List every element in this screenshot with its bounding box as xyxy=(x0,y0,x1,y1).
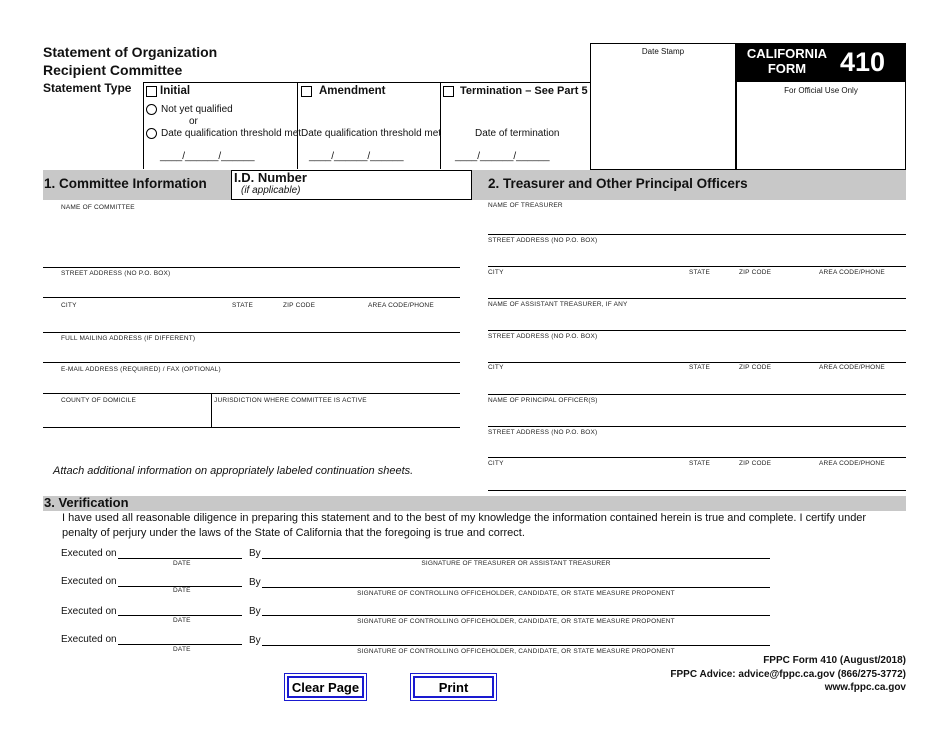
executed-on-label-2: Executed on xyxy=(61,576,117,587)
treasurer-state-label: STATE xyxy=(689,269,710,276)
form-subtitle: Recipient Committee xyxy=(43,62,183,78)
fppc-website[interactable]: www.fppc.ca.gov xyxy=(824,682,906,693)
amendment-label: Amendment xyxy=(319,85,386,97)
principal-officer-field[interactable] xyxy=(488,426,906,427)
executed-on-label-4: Executed on xyxy=(61,634,117,645)
mailing-address-label: FULL MAILING ADDRESS (IF DIFFERENT) xyxy=(61,335,196,342)
assistant-treasurer-label: NAME OF ASSISTANT TREASURER, IF ANY xyxy=(488,301,628,308)
executed-date-field-3[interactable] xyxy=(118,615,242,616)
by-label-1: By xyxy=(249,548,261,559)
committee-street-field[interactable] xyxy=(43,297,460,298)
committee-zip-label: ZIP CODE xyxy=(283,302,316,309)
signature-field-4[interactable] xyxy=(262,645,770,646)
initial-date-field[interactable]: ____/______/______ xyxy=(160,151,255,162)
treasurer-city-field[interactable] xyxy=(488,298,906,299)
fppc-advice: FPPC Advice: advice@fppc.ca.gov (866/275-3772) xyxy=(670,669,906,680)
assistant-zip-label: ZIP CODE xyxy=(739,364,772,371)
date-label-1: DATE xyxy=(173,560,191,567)
termination-date-field[interactable]: ____/______/______ xyxy=(455,151,550,162)
email-field[interactable] xyxy=(43,393,460,394)
treasurer-street-field[interactable] xyxy=(488,266,906,267)
print-button[interactable]: Print xyxy=(413,676,494,698)
signature-caption-4: SIGNATURE OF CONTROLLING OFFICEHOLDER, CANDIDATE, OR STATE MEASURE PROPONENT xyxy=(357,648,675,655)
threshold-met-radio[interactable] xyxy=(146,128,157,139)
signature-caption-1: SIGNATURE OF TREASURER OR ASSISTANT TREASURER xyxy=(421,560,611,567)
committee-state-label: STATE xyxy=(232,302,253,309)
principal-street-label: STREET ADDRESS (NO P.O. BOX) xyxy=(488,429,598,436)
principal-state-label: STATE xyxy=(689,460,710,467)
official-use-label: For Official Use Only xyxy=(784,86,858,95)
committee-phone-label: AREA CODE/PHONE xyxy=(368,302,434,309)
section3-title: 3. Verification xyxy=(44,495,129,510)
verification-text: I have used all reasonable diligence in preparing this statement and to the best of my knowledge the information contained herein is true and complete. I certify under penalty of perjury under the laws of the State of California that the foregoing is true and correct. xyxy=(62,512,867,539)
clear-page-button[interactable]: Clear Page xyxy=(287,676,364,698)
signature-field-2[interactable] xyxy=(262,587,770,588)
principal-city-label: CITY xyxy=(488,460,504,467)
statement-type-label: Statement Type xyxy=(43,81,132,95)
signature-caption-2: SIGNATURE OF CONTROLLING OFFICEHOLDER, CANDIDATE, OR STATE MEASURE PROPONENT xyxy=(357,590,675,597)
date-stamp-box xyxy=(590,43,736,170)
ca-form-line2: FORM xyxy=(767,61,807,76)
assistant-state-label: STATE xyxy=(689,364,710,371)
assistant-treasurer-field[interactable] xyxy=(488,330,906,331)
date-label-3: DATE xyxy=(173,617,191,624)
assistant-street-field[interactable] xyxy=(488,362,906,363)
form-title: Statement of Organization xyxy=(43,44,218,60)
termination-checkbox[interactable] xyxy=(443,86,454,97)
by-label-4: By xyxy=(249,635,261,646)
form-version: FPPC Form 410 (August/2018) xyxy=(763,655,906,666)
email-label: E-MAIL ADDRESS (REQUIRED) / FAX (OPTIONAL) xyxy=(61,366,221,373)
committee-street-label: STREET ADDRESS (NO P.O. BOX) xyxy=(61,270,171,277)
committee-city-field[interactable] xyxy=(43,332,460,333)
attach-note: Attach additional information on appropriately labeled continuation sheets. xyxy=(53,465,414,477)
date-label-4: DATE xyxy=(173,646,191,653)
section3-header xyxy=(43,496,906,511)
initial-checkbox[interactable] xyxy=(146,86,157,97)
section1-title: 1. Committee Information xyxy=(44,176,207,191)
official-use-box xyxy=(736,82,906,170)
not-qualified-radio[interactable] xyxy=(146,104,157,115)
amendment-threshold-label: Date qualification threshold met xyxy=(301,128,442,139)
executed-on-label-1: Executed on xyxy=(61,548,117,559)
signature-caption-3: SIGNATURE OF CONTROLLING OFFICEHOLDER, CANDIDATE, OR STATE MEASURE PROPONENT xyxy=(357,618,675,625)
signature-field-1[interactable] xyxy=(262,558,770,559)
principal-phone-label: AREA CODE/PHONE xyxy=(819,460,885,467)
treasurer-street-label: STREET ADDRESS (NO P.O. BOX) xyxy=(488,237,598,244)
id-number-label: I.D. Number xyxy=(234,170,307,185)
initial-label: Initial xyxy=(160,85,191,97)
executed-on-label-3: Executed on xyxy=(61,606,117,617)
termination-date-label: Date of termination xyxy=(475,128,560,139)
by-label-3: By xyxy=(249,606,261,617)
signature-field-3[interactable] xyxy=(262,615,770,616)
principal-city-field[interactable] xyxy=(488,490,906,491)
treasurer-phone-label: AREA CODE/PHONE xyxy=(819,269,885,276)
amendment-date-field[interactable]: ____/______/______ xyxy=(309,151,404,162)
amendment-checkbox[interactable] xyxy=(301,86,312,97)
jurisdiction-label: JURISDICTION WHERE COMMITTEE IS ACTIVE xyxy=(214,397,367,404)
executed-date-field-1[interactable] xyxy=(118,558,242,559)
form-number: 410 xyxy=(840,47,886,77)
mailing-address-field[interactable] xyxy=(43,362,460,363)
executed-date-field-4[interactable] xyxy=(118,644,242,645)
ca-form-line1: CALIFORNIA xyxy=(746,46,828,61)
termination-label: Termination – See Part 5 xyxy=(460,85,588,97)
date-label-2: DATE xyxy=(173,587,191,594)
principal-street-field[interactable] xyxy=(488,457,906,458)
principal-officer-label: NAME OF PRINCIPAL OFFICER(S) xyxy=(488,397,598,404)
assistant-city-label: CITY xyxy=(488,364,504,371)
committee-name-label: NAME OF COMMITTEE xyxy=(61,204,135,211)
threshold-met-label: Date qualification threshold met xyxy=(161,128,302,139)
committee-name-field[interactable] xyxy=(43,267,460,268)
committee-city-label: CITY xyxy=(61,302,77,309)
or-label: or xyxy=(189,116,198,127)
treasurer-name-label: NAME OF TREASURER xyxy=(488,202,563,209)
california-form-badge xyxy=(736,43,906,82)
treasurer-zip-label: ZIP CODE xyxy=(739,269,772,276)
assistant-phone-label: AREA CODE/PHONE xyxy=(819,364,885,371)
date-stamp-label: Date Stamp xyxy=(641,47,685,56)
treasurer-name-field[interactable] xyxy=(488,234,906,235)
county-jurisdiction-field[interactable] xyxy=(43,427,460,428)
assistant-city-field[interactable] xyxy=(488,394,906,395)
not-qualified-label: Not yet qualified xyxy=(161,104,233,115)
section2-title: 2. Treasurer and Other Principal Officers xyxy=(488,176,748,191)
by-label-2: By xyxy=(249,577,261,588)
county-label: COUNTY OF DOMICILE xyxy=(61,397,136,404)
id-applicable-label: (if applicable) xyxy=(241,185,301,196)
principal-zip-label: ZIP CODE xyxy=(739,460,772,467)
treasurer-city-label: CITY xyxy=(488,269,504,276)
assistant-street-label: STREET ADDRESS (NO P.O. BOX) xyxy=(488,333,598,340)
